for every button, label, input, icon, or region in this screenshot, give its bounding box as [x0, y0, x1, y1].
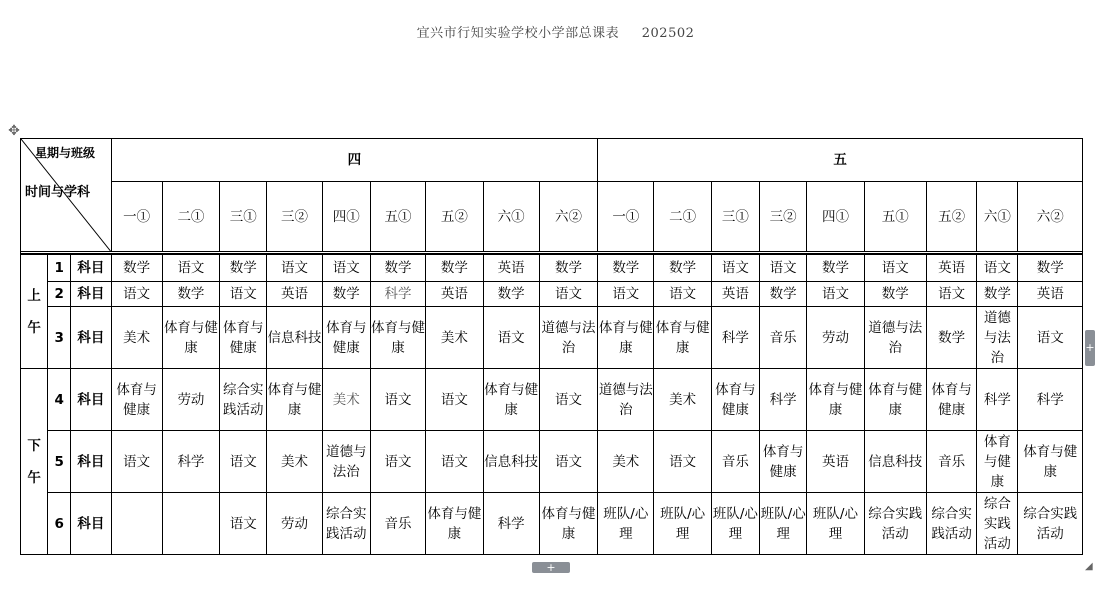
subject-cell-fri-p1-7[interactable]: 语文	[977, 254, 1018, 282]
subject-cell-thu-p2-0[interactable]: 语文	[111, 282, 162, 307]
subject-cell-thu-p3-7[interactable]: 语文	[483, 307, 539, 369]
subject-cell-thu-p2-7[interactable]: 数学	[483, 282, 539, 307]
table-resize-handle-icon[interactable]: ◢	[1085, 561, 1093, 572]
subject-cell-thu-p6-0[interactable]	[111, 493, 162, 555]
subject-cell-thu-p1-6[interactable]: 数学	[426, 254, 483, 282]
class-header-thu-2: 三①	[220, 182, 267, 252]
subject-cell-fri-p5-0[interactable]: 美术	[598, 431, 654, 493]
title-text: 宜兴市行知实验学校小学部总课表	[416, 26, 620, 41]
class-header-thu-5: 五①	[370, 182, 425, 252]
morning-label: 上午	[21, 254, 48, 369]
subject-cell-fri-p3-2[interactable]: 科学	[711, 307, 759, 369]
subject-cell-fri-p6-8[interactable]: 综合实践活动	[1018, 493, 1083, 555]
class-header-fri-3: 三②	[760, 182, 807, 252]
subject-cell-thu-p6-3[interactable]: 劳动	[267, 493, 322, 555]
subject-cell-thu-p1-5[interactable]: 数学	[370, 254, 425, 282]
subject-cell-thu-p1-7[interactable]: 英语	[483, 254, 539, 282]
subject-cell-fri-p6-5[interactable]: 综合实践活动	[864, 493, 926, 555]
corner-header-cell	[21, 139, 112, 252]
subject-cell-fri-p5-6[interactable]: 音乐	[926, 431, 976, 493]
subject-cell-fri-p3-6[interactable]: 数学	[926, 307, 976, 369]
subject-cell-fri-p2-7[interactable]: 数学	[977, 282, 1018, 307]
subject-cell-fri-p1-5[interactable]: 语文	[864, 254, 926, 282]
class-header-thu-7: 六①	[483, 182, 539, 252]
subject-cell-fri-p5-3[interactable]: 体育与健康	[760, 431, 807, 493]
subject-cell-fri-p5-7[interactable]: 体育与健康	[977, 431, 1018, 493]
subject-cell-fri-p3-5[interactable]: 道德与法治	[864, 307, 926, 369]
class-header-fri-1: 二①	[654, 182, 711, 252]
subject-cell-thu-p3-4[interactable]: 体育与健康	[322, 307, 370, 369]
subject-cell-thu-p4-2[interactable]: 综合实践活动	[220, 369, 267, 431]
subject-cell-thu-p5-0[interactable]: 语文	[111, 431, 162, 493]
corner-bottom-label: 时间与学科	[25, 185, 91, 200]
period-row-6	[21, 493, 1083, 555]
subject-cell-fri-p3-4[interactable]: 劳动	[807, 307, 864, 369]
subject-cell-thu-p5-2[interactable]: 语文	[220, 431, 267, 493]
class-header-thu-8: 六②	[539, 182, 597, 252]
subject-cell-fri-p2-5[interactable]: 数学	[864, 282, 926, 307]
subject-cell-thu-p3-1[interactable]: 体育与健康	[162, 307, 219, 369]
subject-cell-thu-p2-6[interactable]: 英语	[426, 282, 483, 307]
period-row-5	[21, 431, 1083, 493]
class-header-thu-1: 二①	[162, 182, 219, 252]
subject-cell-fri-p2-2[interactable]: 英语	[711, 282, 759, 307]
class-header-thu-0: 一①	[111, 182, 162, 252]
subject-cell-thu-p4-3[interactable]: 体育与健康	[267, 369, 322, 431]
subject-cell-thu-p2-2[interactable]: 语文	[220, 282, 267, 307]
subject-cell-fri-p2-0[interactable]: 语文	[598, 282, 654, 307]
subject-cell-thu-p4-7[interactable]: 体育与健康	[483, 369, 539, 431]
subject-cell-fri-p6-3[interactable]: 班队/心理	[760, 493, 807, 555]
subject-label: 科目	[71, 282, 111, 307]
subject-cell-fri-p4-8[interactable]: 科学	[1018, 369, 1083, 431]
subject-cell-thu-p6-7[interactable]: 科学	[483, 493, 539, 555]
subject-cell-thu-p2-8[interactable]: 语文	[539, 282, 597, 307]
class-header-thu-4: 四①	[322, 182, 370, 252]
subject-cell-fri-p1-6[interactable]: 英语	[926, 254, 976, 282]
day-header-thursday: 四	[111, 139, 598, 182]
period-row-2	[21, 282, 1083, 307]
table-move-handle-icon[interactable]: ✥	[8, 123, 20, 139]
subject-cell-thu-p3-3[interactable]: 信息科技	[267, 307, 322, 369]
subject-cell-fri-p5-8[interactable]: 体育与健康	[1018, 431, 1083, 493]
class-header-fri-4: 四①	[807, 182, 864, 252]
subject-cell-thu-p1-2[interactable]: 数学	[220, 254, 267, 282]
subject-cell-thu-p5-4[interactable]: 道德与法治	[322, 431, 370, 493]
subject-cell-thu-p3-2[interactable]: 体育与健康	[220, 307, 267, 369]
period-row-1	[21, 254, 1083, 282]
subject-cell-thu-p4-4[interactable]: 美术	[322, 369, 370, 431]
afternoon-label: 下午	[21, 369, 48, 555]
day-header-friday: 五	[598, 139, 1083, 182]
subject-cell-fri-p4-4[interactable]: 体育与健康	[807, 369, 864, 431]
class-header-fri-6: 五②	[926, 182, 976, 252]
subject-cell-thu-p4-5[interactable]: 语文	[370, 369, 425, 431]
subject-cell-fri-p6-2[interactable]: 班队/心理	[711, 493, 759, 555]
period-number: 4	[48, 369, 71, 431]
subject-cell-fri-p6-4[interactable]: 班队/心理	[807, 493, 864, 555]
subject-cell-fri-p3-3[interactable]: 音乐	[760, 307, 807, 369]
class-header-fri-5: 五①	[864, 182, 926, 252]
subject-cell-thu-p3-6[interactable]: 美术	[426, 307, 483, 369]
subject-cell-thu-p2-5[interactable]: 科学	[370, 282, 425, 307]
subject-cell-fri-p5-1[interactable]: 语文	[654, 431, 711, 493]
subject-cell-thu-p3-8[interactable]: 道德与法治	[539, 307, 597, 369]
subject-cell-fri-p3-7[interactable]: 道德与法治	[977, 307, 1018, 369]
schedule-table	[20, 138, 1083, 555]
subject-cell-thu-p2-1[interactable]: 数学	[162, 282, 219, 307]
subject-cell-fri-p1-3[interactable]: 语文	[760, 254, 807, 282]
subject-cell-fri-p3-8[interactable]: 语文	[1018, 307, 1083, 369]
subject-cell-thu-p4-0[interactable]: 体育与健康	[111, 369, 162, 431]
subject-label: 科目	[71, 254, 111, 282]
subject-cell-thu-p6-1[interactable]	[162, 493, 219, 555]
subject-cell-thu-p5-6[interactable]: 语文	[426, 431, 483, 493]
subject-cell-thu-p6-2[interactable]: 语文	[220, 493, 267, 555]
subject-cell-fri-p5-4[interactable]: 英语	[807, 431, 864, 493]
subject-cell-fri-p6-6[interactable]: 综合实践活动	[926, 493, 976, 555]
subject-cell-thu-p5-7[interactable]: 信息科技	[483, 431, 539, 493]
subject-cell-fri-p6-7[interactable]: 综合实践活动	[977, 493, 1018, 555]
class-header-fri-8: 六②	[1018, 182, 1083, 252]
subject-cell-thu-p4-6[interactable]: 语文	[426, 369, 483, 431]
subject-cell-fri-p5-2[interactable]: 音乐	[711, 431, 759, 493]
add-row-button[interactable]: +	[532, 562, 570, 573]
subject-cell-thu-p2-4[interactable]: 数学	[322, 282, 370, 307]
title-code: 202502	[641, 26, 695, 41]
class-header-fri-7: 六①	[977, 182, 1018, 252]
subject-cell-fri-p4-0[interactable]: 道德与法治	[598, 369, 654, 431]
subject-cell-thu-p1-4[interactable]: 语文	[322, 254, 370, 282]
subject-cell-fri-p1-2[interactable]: 语文	[711, 254, 759, 282]
subject-cell-fri-p2-1[interactable]: 语文	[654, 282, 711, 307]
subject-cell-thu-p5-3[interactable]: 美术	[267, 431, 322, 493]
subject-cell-fri-p3-0[interactable]: 体育与健康	[598, 307, 654, 369]
subject-cell-thu-p2-3[interactable]: 英语	[267, 282, 322, 307]
subject-cell-fri-p6-1[interactable]: 班队/心理	[654, 493, 711, 555]
subject-cell-fri-p4-7[interactable]: 科学	[977, 369, 1018, 431]
subject-label: 科目	[71, 493, 111, 555]
class-header-fri-0: 一①	[598, 182, 654, 252]
subject-cell-thu-p4-1[interactable]: 劳动	[162, 369, 219, 431]
subject-cell-thu-p3-0[interactable]: 美术	[111, 307, 162, 369]
period-number: 1	[48, 254, 71, 282]
period-row-4	[21, 369, 1083, 431]
subject-cell-thu-p1-3[interactable]: 语文	[267, 254, 322, 282]
subject-cell-fri-p4-2[interactable]: 体育与健康	[711, 369, 759, 431]
subject-cell-thu-p5-1[interactable]: 科学	[162, 431, 219, 493]
period-number: 6	[48, 493, 71, 555]
subject-cell-fri-p1-1[interactable]: 数学	[654, 254, 711, 282]
subject-cell-thu-p5-8[interactable]: 语文	[539, 431, 597, 493]
subject-cell-fri-p3-1[interactable]: 体育与健康	[654, 307, 711, 369]
subject-cell-thu-p1-0[interactable]: 数学	[111, 254, 162, 282]
period-number: 5	[48, 431, 71, 493]
period-number: 3	[48, 307, 71, 369]
document-title	[0, 22, 1111, 41]
subject-label: 科目	[71, 369, 111, 431]
subject-cell-thu-p6-8[interactable]: 体育与健康	[539, 493, 597, 555]
subject-label: 科目	[71, 431, 111, 493]
subject-cell-fri-p2-8[interactable]: 英语	[1018, 282, 1083, 307]
subject-cell-fri-p5-5[interactable]: 信息科技	[864, 431, 926, 493]
subject-cell-fri-p4-5[interactable]: 体育与健康	[864, 369, 926, 431]
subject-cell-fri-p1-0[interactable]: 数学	[598, 254, 654, 282]
subject-cell-thu-p1-1[interactable]: 语文	[162, 254, 219, 282]
class-header-thu-6: 五②	[426, 182, 483, 252]
corner-top-label: 星期与班级	[35, 146, 96, 160]
subject-cell-thu-p5-5[interactable]: 语文	[370, 431, 425, 493]
subject-cell-fri-p6-0[interactable]: 班队/心理	[598, 493, 654, 555]
subject-label: 科目	[71, 307, 111, 369]
subject-cell-thu-p6-4[interactable]: 综合实践活动	[322, 493, 370, 555]
subject-cell-fri-p1-4[interactable]: 数学	[807, 254, 864, 282]
subject-cell-fri-p1-8[interactable]: 数学	[1018, 254, 1083, 282]
subject-cell-thu-p3-5[interactable]: 体育与健康	[370, 307, 425, 369]
subject-cell-fri-p2-6[interactable]: 语文	[926, 282, 976, 307]
period-number: 2	[48, 282, 71, 307]
class-header-fri-2: 三①	[711, 182, 759, 252]
period-row-3	[21, 307, 1083, 369]
subject-cell-fri-p2-3[interactable]: 数学	[760, 282, 807, 307]
subject-cell-thu-p4-8[interactable]: 语文	[539, 369, 597, 431]
subject-cell-thu-p6-5[interactable]: 音乐	[370, 493, 425, 555]
add-column-button[interactable]: +	[1085, 330, 1095, 366]
subject-cell-fri-p2-4[interactable]: 语文	[807, 282, 864, 307]
subject-cell-fri-p4-1[interactable]: 美术	[654, 369, 711, 431]
subject-cell-fri-p4-6[interactable]: 体育与健康	[926, 369, 976, 431]
subject-cell-thu-p6-6[interactable]: 体育与健康	[426, 493, 483, 555]
subject-cell-thu-p1-8[interactable]: 数学	[539, 254, 597, 282]
subject-cell-fri-p4-3[interactable]: 科学	[760, 369, 807, 431]
class-header-thu-3: 三②	[267, 182, 322, 252]
